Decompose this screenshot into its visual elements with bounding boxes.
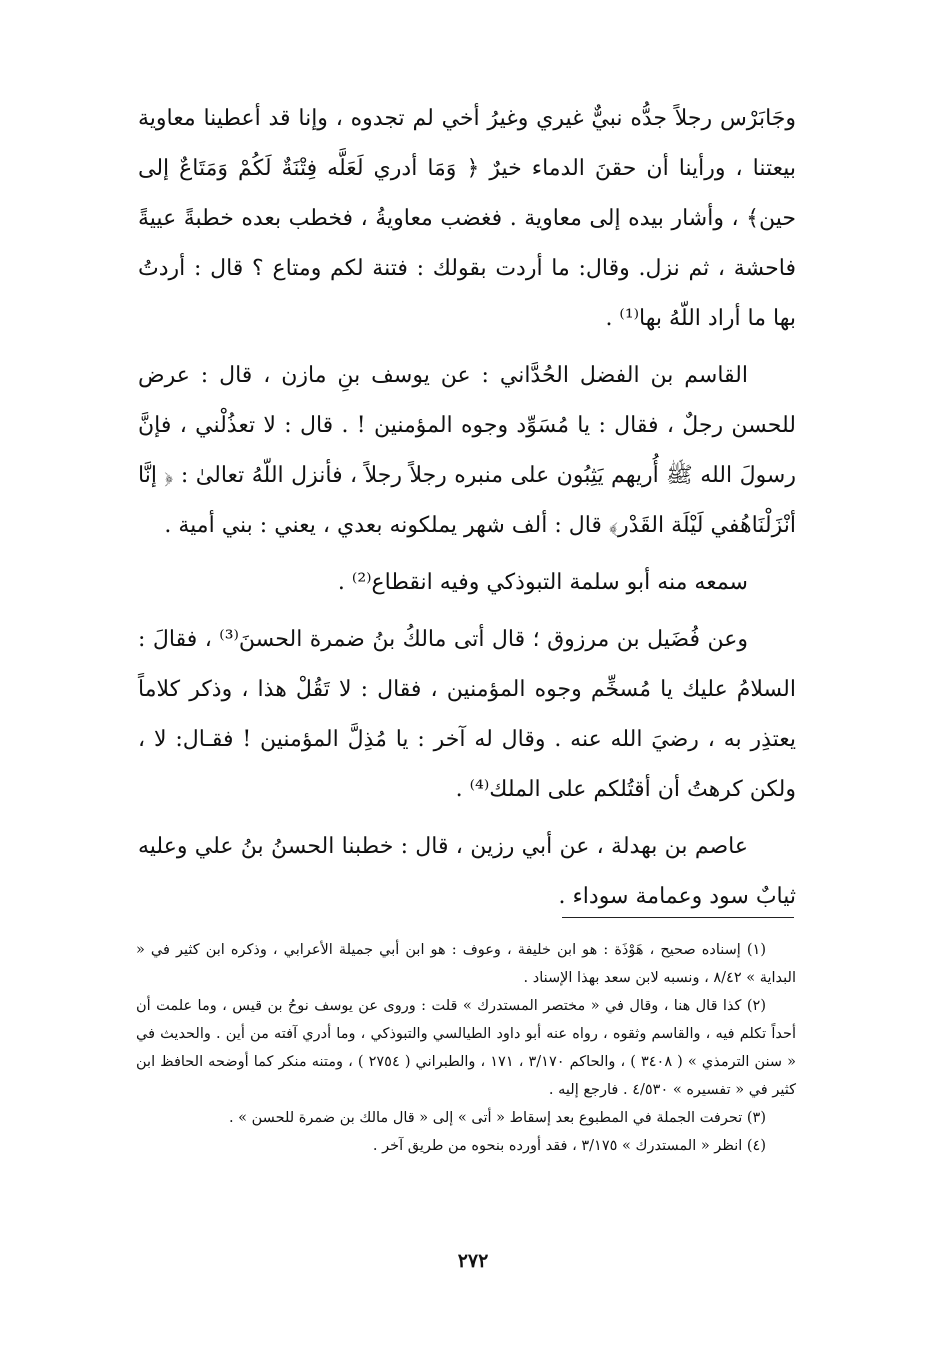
footnote-4: (٤) انظر « المستدرك » ٣/١٧٥ ، فقد أورده بنحوه من طريق آخر . — [372, 1138, 766, 1154]
main-text — [138, 94, 796, 922]
page-number: ٢٧٢ — [457, 1250, 489, 1272]
footnote-1: (١) إسناده صحيح ، هَوْذَة : هو ابن خليفة ، وعوف : هو ابن أبي جميلة الأعرابي ، وذكره ابن كثير في « البداية » ٨/٤٢ ، ونسبه لابن سعد بهذا الإسناد . — [136, 942, 796, 986]
footnotes — [136, 936, 796, 1160]
paragraph-3: سمعه منه أبو سلمة التبوذكي وفيه انقطاع⁽²⁾ . — [337, 570, 748, 595]
footnote-2: (٢) كذا قال هنا ، وقال في « مختصر المستدرك » قلت : وروى عن يوسف نوحُ بن قيس ، وما علمت أن أحداً تكلم فيه ، والقاسم وثقوه ، رواه عنه أبو داود الطيالسي والتبوذكي ، وما أدري آفته من أين . والحديث في « سنن الترمذي » ( ٣٤٠٨ ) ، والحاكم ٣/١٧٠ ، ١٧١ ، والطبراني ( ٢٧٥٤ ) ، ومتنه منكر كما أوضحه الحافظ ابن كثير في « تفسيره » ٤/٥٣٠ . فارجع إليه . — [136, 998, 796, 1098]
paragraph-5: عاصم بن بهدلة ، عن أبي رزين ، قال : خطبنا الحسنُ بنُ علي وعليه ثيابٌ سود وعمامة سوداء . — [138, 834, 796, 909]
footnote-divider — [562, 917, 794, 918]
paragraph-4: وعن فُضَيل بن مرزوق ؛ قال أتى مالكُ بنُ ضمرة الحسنَ⁽³⁾ ، فقالَ : السلامُ عليك يا مُسخِّم وجوه المؤمنين ، فقال : لا تَقُلْ هذا ، وذكر كلاماً يعتذِر به ، رضيَ الله عنه . وقال له آخر : يا مُذِلَّ المؤمنين ! فقـال: لا ، ولكن كرهتُ أن أقتُلكم على الملك⁽⁴⁾ . — [138, 627, 796, 802]
paragraph-2: القاسم بن الفضل الحُدَّاني : عن يوسف بنِ مازن ، قال : عرض للحسن رجلٌ ، فقال : يا مُسَوِّد وجوه المؤمنين ! . قال : لا تعذُلْني ، فإنَّ رسولَ الله ﷺ أُريهم يَثِبُون على منبره رجلاً رجلاً ، فأنزل اللّهُ تعالىٰ : ﴿ إنَّا أنْزَلْنَاهُفي لَيْلَة القَدْر﴾ قال : ألف شهر يملكونه بعدي ، يعني : بني أمية . — [138, 363, 796, 538]
paragraph-1: وجَابَرْس رجلاً جدُّه نبيٌّ غيري وغيرُ أخي لم تجدوه ، وإنا قد أعطينا معاوية بيعتنا ، ورأينا أن حقنَ الدماء خيرٌ ﴿ وَمَا أدري لَعَلَّه فِتْنَةٌ لَكُمْ وَمَتَاعٌ إلى حين﴾ ، وأشار بيده إلى معاوية . فغضب معاويةُ ، فخطب بعده خطبةً عييةً فاحشة ، ثم نزل. وقال: ما أردت بقولك : فتنة لكم ومتاع ؟ قال : أردتُ بها ما أراد اللّهُ بها⁽¹⁾ . — [138, 106, 796, 331]
footnote-3: (٣) تحرفت الجملة في المطبوع بعد إسقاط « أتى » إلى « قال مالك بن ضمرة للحسن » . — [228, 1110, 766, 1126]
